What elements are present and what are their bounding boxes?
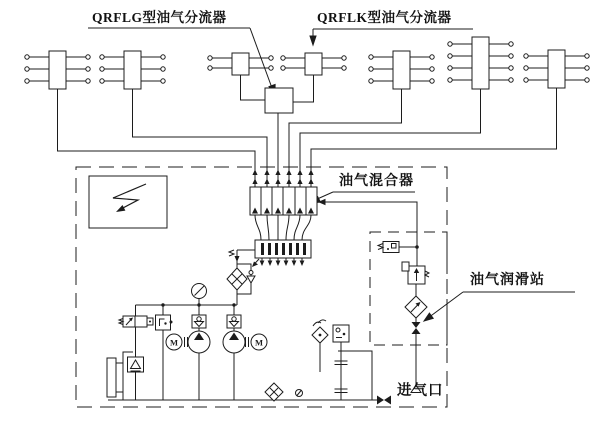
distributor-block-4 <box>281 53 346 75</box>
level-switch-column <box>333 325 372 400</box>
pump-unit-2 <box>223 305 267 400</box>
level-gauge <box>107 358 116 397</box>
distributor-block-5 <box>369 51 434 89</box>
feed-line-arrows <box>252 170 313 185</box>
mixer-to-manifold-curves <box>255 215 311 240</box>
motor-2-label: M <box>254 337 264 348</box>
oil-gas-mixer-block <box>250 187 317 215</box>
drain-shutoff-valve <box>377 396 391 405</box>
collector-lines <box>58 75 557 187</box>
air-unit-boundary-dashed-box <box>370 232 447 345</box>
air-shutoff-valve <box>412 318 421 385</box>
motor-1-label: M <box>169 337 179 348</box>
pressure-gauge <box>192 284 207 306</box>
label-oil-gas-mixer: 油气混合器 <box>339 174 414 189</box>
label-air-inlet: 进气口 <box>397 383 444 399</box>
pressure-regulator <box>402 262 429 284</box>
distributor-block-6 <box>448 37 513 89</box>
tank-breather <box>312 320 328 372</box>
oil-filter-with-bypass <box>227 250 255 305</box>
label-qrflg-distributor: QRFLG型油气分流器 <box>92 10 227 25</box>
pump-unit-1 <box>166 305 210 400</box>
electric-control-box <box>89 176 167 228</box>
float-valve <box>156 305 173 400</box>
tank-check-valve <box>128 327 144 400</box>
pressure-switch <box>378 242 417 253</box>
central-distributor-block <box>265 88 293 113</box>
label-lubrication-station: 油气润滑站 <box>470 273 545 288</box>
delivery-line <box>136 303 238 306</box>
progressive-manifold <box>252 240 311 267</box>
air-filter <box>405 284 427 318</box>
distributor-block-1 <box>25 51 90 89</box>
label-qrflk-distributor: QRFLK型油气分流器 <box>317 10 452 25</box>
distributor-block-7 <box>524 50 589 88</box>
air-supply-line <box>318 199 419 266</box>
solenoid-valve <box>119 305 153 327</box>
suction-strainer <box>265 383 303 401</box>
distributor-block-2 <box>100 51 165 89</box>
